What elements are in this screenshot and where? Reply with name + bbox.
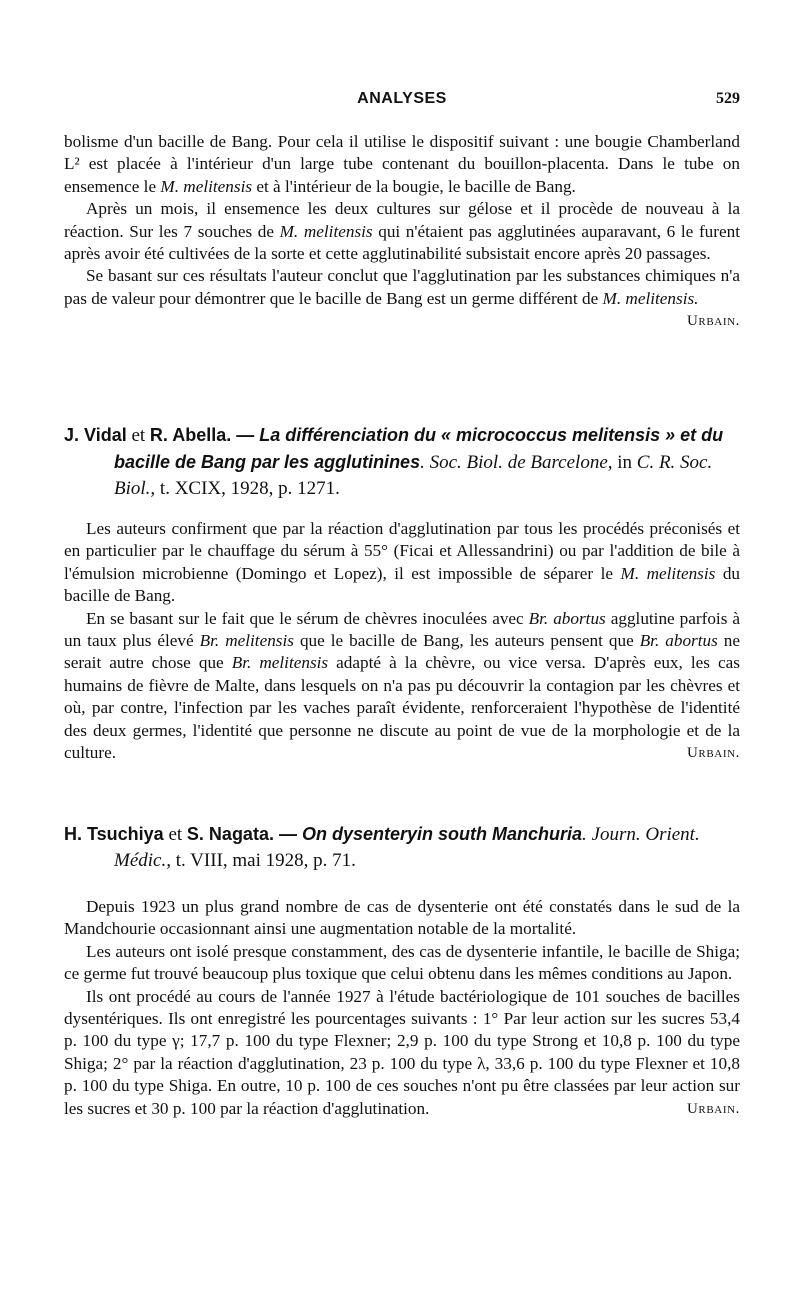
species-name: Br. melitensis <box>199 631 294 651</box>
paragraph: Depuis 1923 un plus grand nombre de cas de dysenterie ont été constatés dans le sud de la Mandchourie occasionnant ainsi une augmentation notable de la mortalité. <box>64 897 740 939</box>
species-name: Br. melitensis <box>231 653 329 673</box>
abstract-heading: H. Tsuchiya et S. Nagata. — On dysenteryin south Manchuria. Journ. Orient. Médic., t. VIII, mai 1928, p. 71. <box>64 824 700 871</box>
author: J. Vidal <box>64 425 127 445</box>
species-name: M. melitensis. <box>602 288 699 308</box>
section-2 <box>64 518 740 764</box>
paragraph: Les auteurs confirment que par la réaction d'agglutination par tous les procédés préconisés et en particulier par le chauffage du sérum à 55° (Ficai et Allessandrini) ou par l'addition de bile à l'émulsion microbienne (Domingo et Lopez), il est impossible de séparer le M. melitensis du bacille de Bang. <box>64 519 741 606</box>
species-name: Br. abortus <box>639 631 718 651</box>
species-name: Br. abortus <box>528 608 606 628</box>
paragraph: Après un mois, il ensemence les deux cultures sur gélose et il procède de nouveau à la réaction. Sur les 7 souches de M. melitensis qui n'étaient pas agglutinées auparavant, 6 le furent après avoir été cultivées de la sorte et cette agglutinabilité subsistait encore après 20 passages. <box>64 199 740 264</box>
page-number: 529 <box>716 90 740 107</box>
article-title: On dysenteryin south Manchuria <box>301 824 583 844</box>
species-name: M. melitensis <box>160 176 253 196</box>
signature: Urbain. <box>686 313 740 330</box>
paragraph: Ils ont procédé au cours de l'année 1927 à l'étude bactériologique de 101 souches de bacilles dysentériques. Ils ont enregistré les pourcentages suivants : 1° Par leur action sur les sucres 53,4 p. 100 du type γ; 17,7 p. 100 du type Flexner; 2,9 p. 100 du type Strong et 10,8 p. 100 du type Shiga; 2° par la réaction d'agglutination, 23 p. 100 du type λ, 33,6 p. 100 du type Flexner et 10,8 p. 100 du type Shiga. En outre, 10 p. 100 de ces souches n'ont pu être classées par leur action sur les sucres et 30 p. 100 par la réaction d'agglutination. Urbain. <box>64 986 740 1120</box>
section-3 <box>64 896 740 1120</box>
signature: Urbain. <box>686 745 740 762</box>
species-name: M. melitensis <box>279 221 373 241</box>
paragraph: En se basant sur le fait que le sérum de chèvres inoculées avec Br. abortus agglutine parfois à un taux plus élevé Br. melitensis que le bacille de Bang, les auteurs pensent que Br. abortus ne serait autre chose que Br. melitensis adapté à la chèvre, ou vice versa. D'après eux, les cas humains de fièvre de Malte, dans lesquels on n'a pas pu découvrir la contagion par les chèvres et où, par contre, l'infection par les vaches paraît évidente, renforceraient l'hypothèse de l'identité des deux germes, l'identité que personne ne discute au point de vue de la morphologie et de la culture. Urbain. <box>64 608 740 765</box>
source: . Journ. Orient. Médic., <box>114 824 700 871</box>
author: H. Tsuchiya <box>64 824 164 844</box>
page-header <box>64 88 740 114</box>
species-name: M. melitensis <box>620 563 716 583</box>
article-title: La différenciation du « micrococcus melitensis » et du bacille de Bang par les agglutinines <box>114 425 724 472</box>
paragraph: Les auteurs ont isolé presque constamment, des cas de dysenterie infantile, le bacille de Shiga; ce germe fut trouvé beaucoup plus toxique que celui obtenu dans les mêmes conditions au Japon. <box>64 941 740 984</box>
running-title: ANALYSES <box>357 90 447 107</box>
signature: Urbain. <box>686 1100 740 1117</box>
source: . Soc. Biol. de Barcelone, <box>420 452 613 473</box>
abstract-heading: J. Vidal et R. Abella. — La différenciation du « micrococcus melitensis » et du bacille de Bang par les agglutinines. Soc. Biol. de Barcelone, in C. R. Soc. Biol., t. XCIX, 1928, p. 1271. <box>64 425 724 499</box>
author: R. Abella <box>149 425 227 445</box>
author: S. Nagata <box>186 824 269 844</box>
paragraph: bolisme d'un bacille de Bang. Pour cela il utilise le dispositif suivant : une bougie Chamberland L² est placée à l'intérieur d'un large tube contenant du bouillon-placenta. Dans le tube on ensemence le M. melitensis et à l'intérieur de la bougie, le bacille de Bang. <box>64 132 740 196</box>
section-1 <box>64 131 740 333</box>
paragraph: Se basant sur ces résultats l'auteur conclut que l'agglutination par les substances chimiques n'a pas de valeur pour démontrer que le bacille de Bang est un germe différent de M. melitensis. Urbain. <box>64 265 740 310</box>
